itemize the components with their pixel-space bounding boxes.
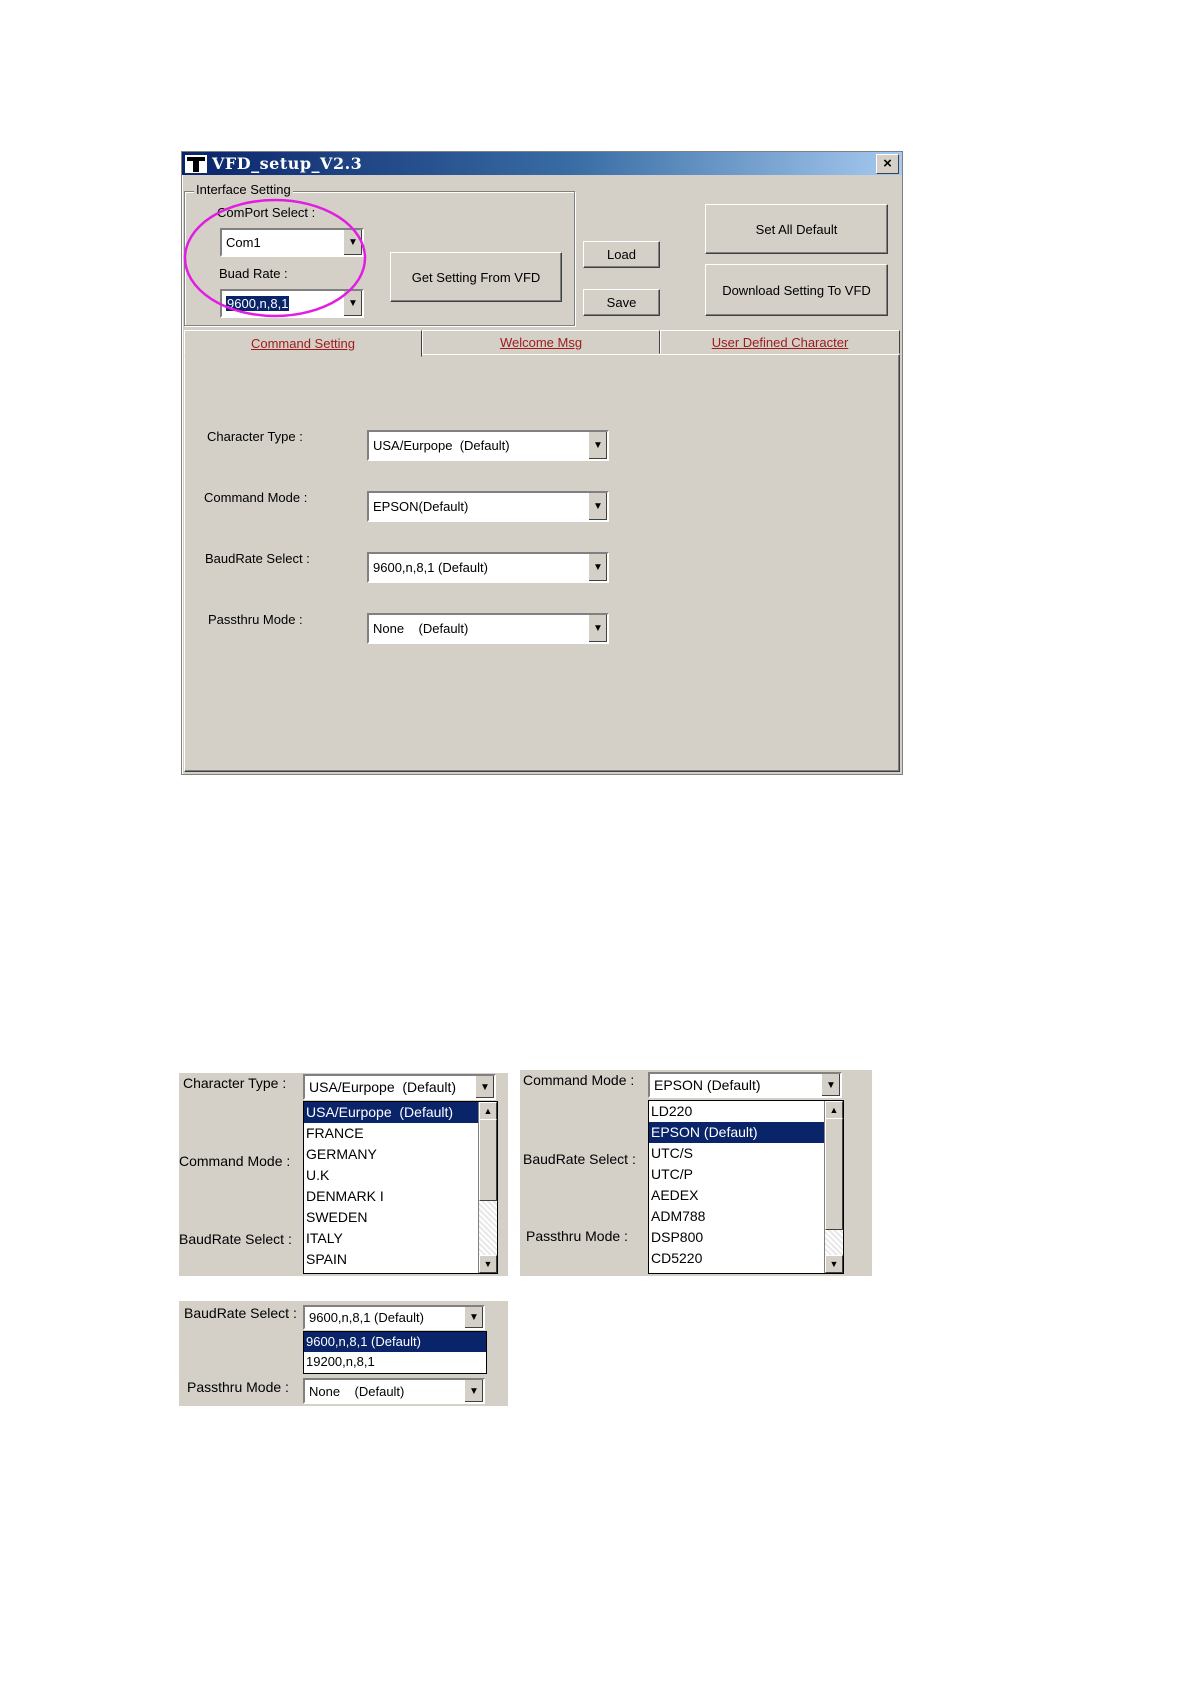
- set-all-default-button[interactable]: Set All Default: [705, 204, 888, 254]
- baudrate-select[interactable]: [303, 1305, 485, 1330]
- comport-select-label: ComPort Select :: [217, 205, 316, 220]
- chevron-down-icon[interactable]: ▼: [588, 493, 607, 520]
- command-mode-options-list[interactable]: [648, 1100, 844, 1274]
- baudrate-select-label: BaudRate Select :: [179, 1231, 292, 1247]
- character-type-select[interactable]: [303, 1074, 496, 1100]
- dropdown-option[interactable]: ADM788: [651, 1208, 706, 1224]
- app-icon: [185, 155, 207, 173]
- baudrate-value: 9600,n,8,1 (Default): [309, 1310, 424, 1325]
- baudrate-dropdown-snapshot: [179, 1301, 508, 1406]
- scroll-up-icon[interactable]: ▲: [479, 1102, 497, 1120]
- chevron-down-icon[interactable]: ▼: [821, 1074, 840, 1096]
- passthru-mode-label: Passthru Mode :: [526, 1228, 628, 1244]
- command-mode-label: Command Mode :: [523, 1072, 635, 1088]
- character-type-value: USA/Eurpope (Default): [309, 1079, 457, 1095]
- passthru-mode-value: None (Default): [373, 621, 469, 636]
- scroll-up-icon[interactable]: ▲: [825, 1101, 843, 1119]
- interface-setting-title: Interface Setting: [196, 182, 291, 197]
- dropdown-option[interactable]: U.K: [306, 1167, 330, 1183]
- character-type-options-list[interactable]: [303, 1101, 498, 1274]
- dropdown-option[interactable]: DENMARK I: [306, 1188, 384, 1204]
- command-mode-value: EPSON (Default): [654, 1077, 761, 1093]
- passthru-mode-value: None (Default): [309, 1383, 405, 1399]
- dropdown-option[interactable]: SPAIN: [306, 1251, 347, 1267]
- character-type-select[interactable]: [367, 430, 609, 461]
- passthru-mode-label: Passthru Mode :: [187, 1379, 289, 1395]
- dropdown-option[interactable]: FRANCE: [306, 1125, 364, 1141]
- dropdown-option[interactable]: EPSON (Default): [649, 1122, 825, 1143]
- load-button[interactable]: Load: [583, 241, 660, 268]
- tab-welcome-msg[interactable]: Welcome Msg: [422, 330, 660, 354]
- baudrate-select[interactable]: [367, 552, 609, 583]
- tab-user-defined-character[interactable]: User Defined Character: [660, 330, 900, 354]
- command-mode-label: Command Mode :: [204, 490, 308, 505]
- baudrate-select-label: BaudRate Select :: [184, 1305, 297, 1321]
- baud-rate-value: 9600,n,8,1: [227, 296, 289, 311]
- dropdown-option[interactable]: SWEDEN: [306, 1209, 368, 1225]
- dropdown-option[interactable]: AEDEX: [651, 1187, 699, 1203]
- chevron-down-icon[interactable]: ▼: [343, 230, 362, 255]
- chevron-down-icon[interactable]: ▼: [464, 1307, 483, 1328]
- scroll-down-icon[interactable]: ▼: [825, 1255, 843, 1273]
- download-setting-to-vfd-button[interactable]: Download Setting To VFD: [705, 264, 888, 316]
- window-title: VFD_setup_V2.3: [212, 154, 363, 173]
- comport-value: Com1: [226, 235, 261, 250]
- dropdown-option[interactable]: USA/Eurpope (Default): [304, 1102, 479, 1123]
- dropdown-option[interactable]: DSP800: [651, 1229, 704, 1245]
- tab-command-setting[interactable]: Command Setting: [184, 330, 422, 357]
- dropdown-option[interactable]: CD5220: [651, 1250, 703, 1266]
- passthru-mode-select[interactable]: [303, 1378, 485, 1404]
- chevron-down-icon[interactable]: ▼: [588, 554, 607, 581]
- character-type-label: Character Type :: [183, 1075, 287, 1091]
- save-button[interactable]: Save: [583, 289, 660, 316]
- command-mode-label: Command Mode :: [179, 1153, 291, 1169]
- annotation-ellipse: [182, 197, 368, 319]
- chevron-down-icon[interactable]: ▼: [475, 1076, 494, 1098]
- get-setting-from-vfd-button[interactable]: Get Setting From VFD: [390, 252, 562, 302]
- dropdown-option[interactable]: UTC/P: [651, 1166, 693, 1182]
- dropdown-option[interactable]: GERMANY: [306, 1146, 377, 1162]
- vfd-setup-window: [181, 151, 903, 775]
- dropdown-option[interactable]: 19200,n,8,1: [306, 1354, 375, 1369]
- baudrate-options-list[interactable]: [303, 1331, 487, 1374]
- scrollbar[interactable]: [478, 1102, 497, 1273]
- command-setting-panel: [184, 354, 900, 772]
- character-type-dropdown-snapshot: [179, 1073, 508, 1276]
- chevron-down-icon[interactable]: ▼: [343, 291, 362, 316]
- command-mode-select[interactable]: [367, 491, 609, 522]
- scroll-down-icon[interactable]: ▼: [479, 1255, 497, 1273]
- dropdown-option[interactable]: LD220: [651, 1103, 693, 1119]
- command-mode-value: EPSON(Default): [373, 499, 469, 514]
- chevron-down-icon[interactable]: ▼: [588, 432, 607, 459]
- passthru-mode-select[interactable]: [367, 613, 609, 644]
- scrollbar[interactable]: [824, 1101, 843, 1273]
- title-bar[interactable]: [182, 152, 902, 175]
- dropdown-option[interactable]: UTC/S: [651, 1145, 693, 1161]
- command-mode-select[interactable]: [648, 1072, 842, 1098]
- passthru-mode-label: Passthru Mode :: [208, 612, 303, 627]
- baudrate-select-label: BaudRate Select :: [523, 1151, 636, 1167]
- dropdown-option[interactable]: 9600,n,8,1 (Default): [304, 1332, 486, 1352]
- close-button[interactable]: ×: [876, 154, 899, 174]
- scroll-thumb[interactable]: [479, 1119, 497, 1201]
- character-type-label: Character Type :: [207, 429, 303, 444]
- command-mode-dropdown-snapshot: [520, 1070, 872, 1276]
- chevron-down-icon[interactable]: ▼: [464, 1380, 483, 1402]
- baud-rate-label: Buad Rate :: [219, 266, 288, 281]
- baudrate-select-label: BaudRate Select :: [205, 551, 310, 566]
- scroll-thumb[interactable]: [825, 1118, 843, 1230]
- baudrate-value: 9600,n,8,1 (Default): [373, 560, 488, 575]
- chevron-down-icon[interactable]: ▼: [588, 615, 607, 642]
- character-type-value: USA/Eurpope (Default): [373, 438, 510, 453]
- dropdown-option[interactable]: ITALY: [306, 1230, 343, 1246]
